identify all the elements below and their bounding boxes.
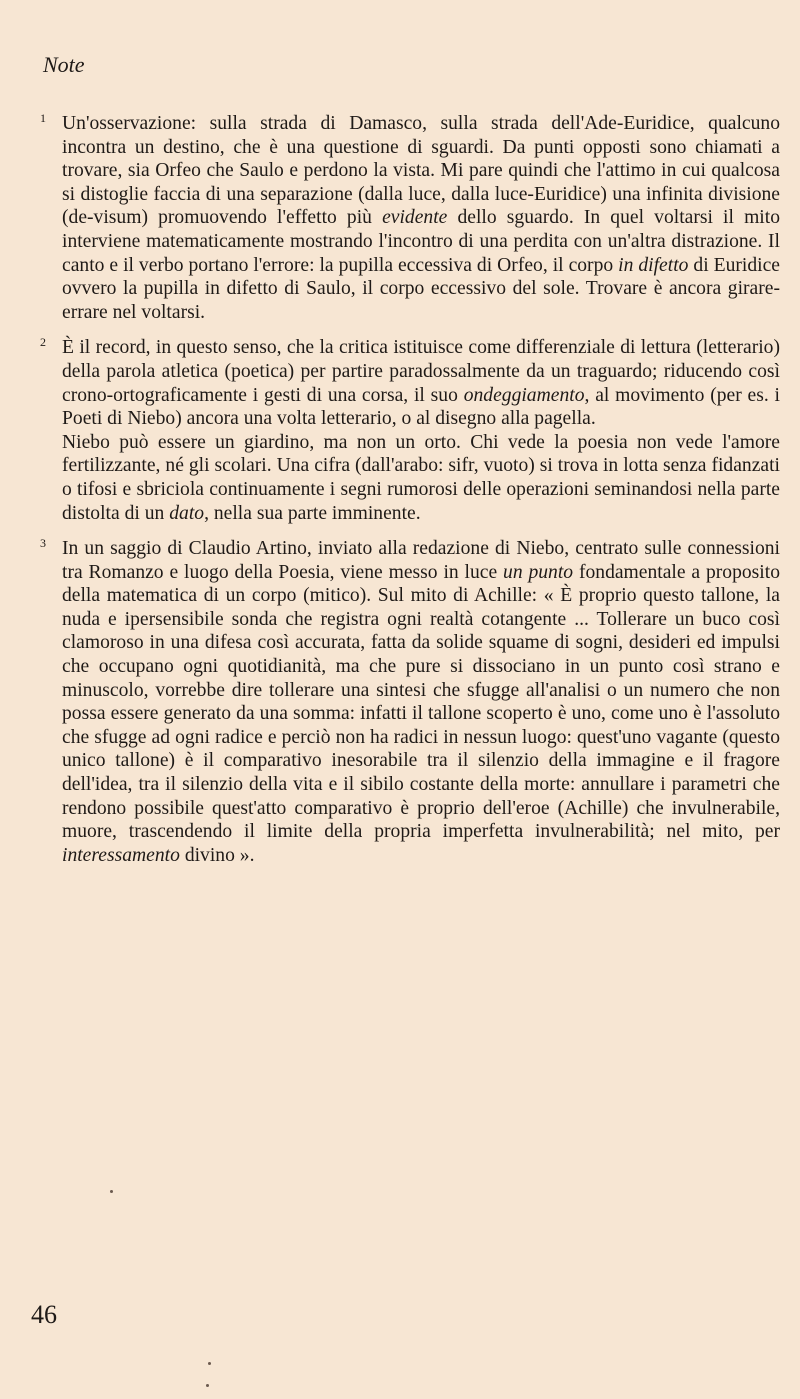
page-number: 46 xyxy=(31,1300,57,1329)
footnote-number: 1 xyxy=(40,111,46,125)
notes-section xyxy=(40,112,780,879)
paper-speck xyxy=(110,1190,113,1193)
running-header: Note xyxy=(43,52,85,77)
footnote-number: 3 xyxy=(40,536,46,551)
footnote-paragraph: In un saggio di Claudio Artino, inviato alla redazione di Niebo, centrato sulle connessioni tra Romanzo e luogo della Poesia, viene messo in luce un punto fondamentale a proposito della matematica di un corpo (mitico). Sul mito di Achille: « È proprio questo tallone, la nuda e ipersensibile sonda che registra ogni realtà cotangente ... Tollerare un buco così clamoroso in una difesa così accurata, fatta da solide squame di sogni, desideri ed impulsi che occupano ogni quotidianità, ma che pure si dissociano in un punto così strano e minuscolo, vorrebbe dire tollerare una sintesi che sfugge all'analisi o un numero che non possa essere generato da una somma: infatti il tallone scoperto è uno, come uno è l'assoluto che sfugge ad ogni radice e perciò non ha radici in nessun luogo: quest'uno vagante (questo unico tallone) è il comparativo inesorabile tra il silenzio della immagine e il fragore dell'idea, tra il silenzio della vita e il sibilo costante della morte: annullare i parametri che rendono possibile quest'atto comparativo è proprio dell'eroe (Achille) che invulnerabile, muore, trascendendo il limite della propria imperfetta invulnerabilità; nel mito, per interessamento divino ». xyxy=(62,538,780,866)
paper-speck xyxy=(206,1384,209,1387)
paper-speck xyxy=(208,1362,211,1365)
footnote-3 xyxy=(40,537,780,867)
footnote-number: 2 xyxy=(40,335,46,350)
footnote-paragraph: Niebo può essere un giardino, ma non un orto. Chi vede la poesia non vede l'amore fertilizzante, né gli scolari. Una cifra (dall'arabo: sifr, vuoto) si trova in lotta senza fidanzati o tifosi e sbriciola continuamente i segni rumorosi delle operazioni seminandosi nella parte distolta di un dato, nella sua parte imminente. xyxy=(62,431,780,524)
footnote-paragraph: È il record, in questo senso, che la critica istituisce come differenziale di lettura (letterario) della parola atletica (poetica) per partire paradossalmente da un traguardo; riducendo così crono-ortograficamente i gesti di una corsa, il suo ondeggiamento, al movimento (per es. i Poeti di Niebo) ancora una volta letterario, o al disegno alla pagella. xyxy=(62,337,780,430)
footnote-paragraph: Un'osservazione: sulla strada di Damasco, sulla strada dell'Ade-Euridice, qualcuno incontra un destino, che è una questione di sguardi. Da punti opposti sono chiamati a trovare, sia Orfeo che Saulo e perdono la vista. Mi pare quindi che l'attimo in cui qualcosa si distoglie faccia di una separazione (dalla luce, dalla luce-Euridice) una infinita divisione (de-visum) promuovendo l'effetto più evidente dello sguardo. In quel voltarsi il mito interviene matematicamente mostrando l'incontro di una perdita con un'altra distrazione. Il canto e il verbo portano l'errore: la pupilla eccessiva di Orfeo, il corpo in difetto di Euridice ovvero la pupilla in difetto di Saulo, il corpo eccessivo del sole. Trovare è ancora girare-errare nel voltarsi. xyxy=(62,113,780,323)
footnote-2 xyxy=(40,336,780,525)
footnote-1 xyxy=(40,112,780,324)
